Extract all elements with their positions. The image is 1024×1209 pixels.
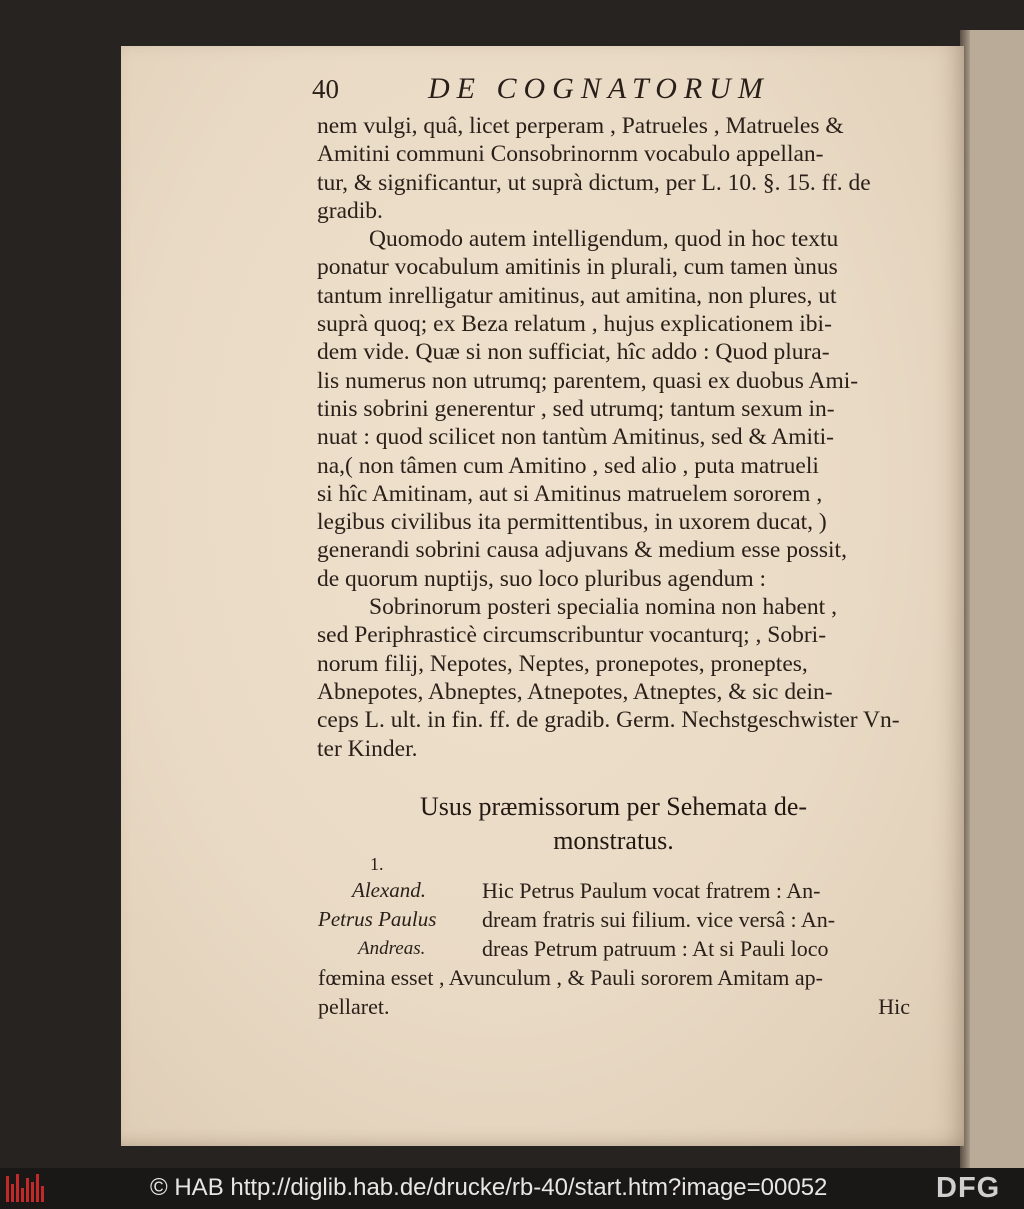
body-line: nem vulgi, quâ, licet perperam , Patrueles , Matrueles & [317, 113, 844, 139]
body-line: legibus civilibus ita permittentibus, in uxorem ducat, ) [317, 509, 827, 536]
section-heading-line-2: monstratus. [553, 826, 674, 855]
body-line: tinis sobrini generentur , sed utrumq; tantum sexum in- [317, 395, 835, 422]
body-line: lis numerus non utrumq; parentem, quasi ex duobus Ami- [317, 367, 859, 394]
page-number: 40 [312, 74, 339, 104]
copyright-link[interactable]: © HAB http://diglib.hab.de/drucke/rb-40/start.htm?image=00052 [150, 1174, 828, 1201]
body-line: gradib. [317, 197, 383, 224]
body-line: norum filij, Nepotes, Neptes, pronepotes, proneptes, [317, 650, 808, 677]
body-line: Quomodo autem intelligendum, quod in hoc textu [369, 226, 839, 253]
body-text [317, 112, 910, 763]
closing-text [318, 963, 910, 1021]
body-line: tantum inrelligatur amitinus, aut amitina, non plures, ut [317, 282, 837, 309]
body-line: si hîc Amitinam, aut si Amitinus matruelem sororem , [317, 480, 823, 507]
catchword: Hic [878, 994, 910, 1019]
scheme-name-son: Andreas. [358, 938, 426, 959]
body-line: Sobrinorum posteri specialia nomina non habent , [369, 594, 837, 621]
scheme-explanation [482, 876, 910, 963]
body-line: generandi sobrini causa adjuvans & medium esse possit, [317, 537, 847, 564]
scheme-text-line: dreas Petrum patruum : At si Pauli loco [482, 936, 829, 961]
body-line: sed Periphrasticè circumscribuntur vocanturq; , Sobri- [317, 622, 827, 649]
body-line: de quorum nuptijs, suo loco pluribus agendum : [317, 565, 767, 592]
closing-text-line: fœmina esset , Avunculum , & Pauli sororem Amitam ap- [318, 965, 823, 990]
section-heading [317, 790, 910, 858]
body-line: ter Kinder. [317, 735, 418, 762]
body-line: suprà quoq; ex Beza relatum , hujus explicationem ibi- [317, 311, 832, 338]
running-head: DE COGNATORUM [428, 72, 770, 105]
body-line: Abnepotes, Abneptes, Atnepotes, Atneptes, & sic dein- [317, 678, 833, 705]
adjacent-page-edge [960, 30, 1024, 1168]
body-line: ponatur vocabulum amitinis in plurali, cum tamen ùnus [317, 254, 838, 281]
body-line: ceps L. ult. in fin. ff. de gradib. Germ. Nechstgeschwister Vn- [317, 707, 900, 734]
closing-text-line: pellaret. [318, 994, 390, 1019]
body-line: tur, & significantur, ut suprà dictum, per L. 10. §. 15. ff. de [317, 169, 871, 196]
dfg-logo: DFG [936, 1172, 1001, 1204]
body-line: dem vide. Quæ si non sufficiat, hîc addo : Quod plura- [317, 339, 830, 366]
viewer-footer [0, 1168, 1024, 1209]
scheme-text-line: Hic Petrus Paulum vocat fratrem : An- [482, 878, 821, 903]
body-line: nuat : quod scilicet non tantùm Amitinus, sed & Amiti- [317, 424, 834, 451]
scheme-name-grandfather: Alexand. [352, 878, 427, 902]
scheme-name-brothers: Petrus Paulus [318, 907, 437, 931]
scheme-text-line: dream fratris sui filium. vice versâ : An- [482, 907, 836, 932]
scheme-number: 1. [370, 854, 384, 874]
body-line: Amitini communi Consobrinornm vocabulo appellan- [317, 141, 824, 168]
section-heading-line-1: Usus præmissorum per Sehemata de- [419, 792, 808, 821]
kinship-scheme [318, 876, 473, 963]
hab-logo-icon [6, 1174, 48, 1204]
body-line: na,( non tâmen cum Amitino , sed alio , puta matrueli [317, 452, 819, 479]
